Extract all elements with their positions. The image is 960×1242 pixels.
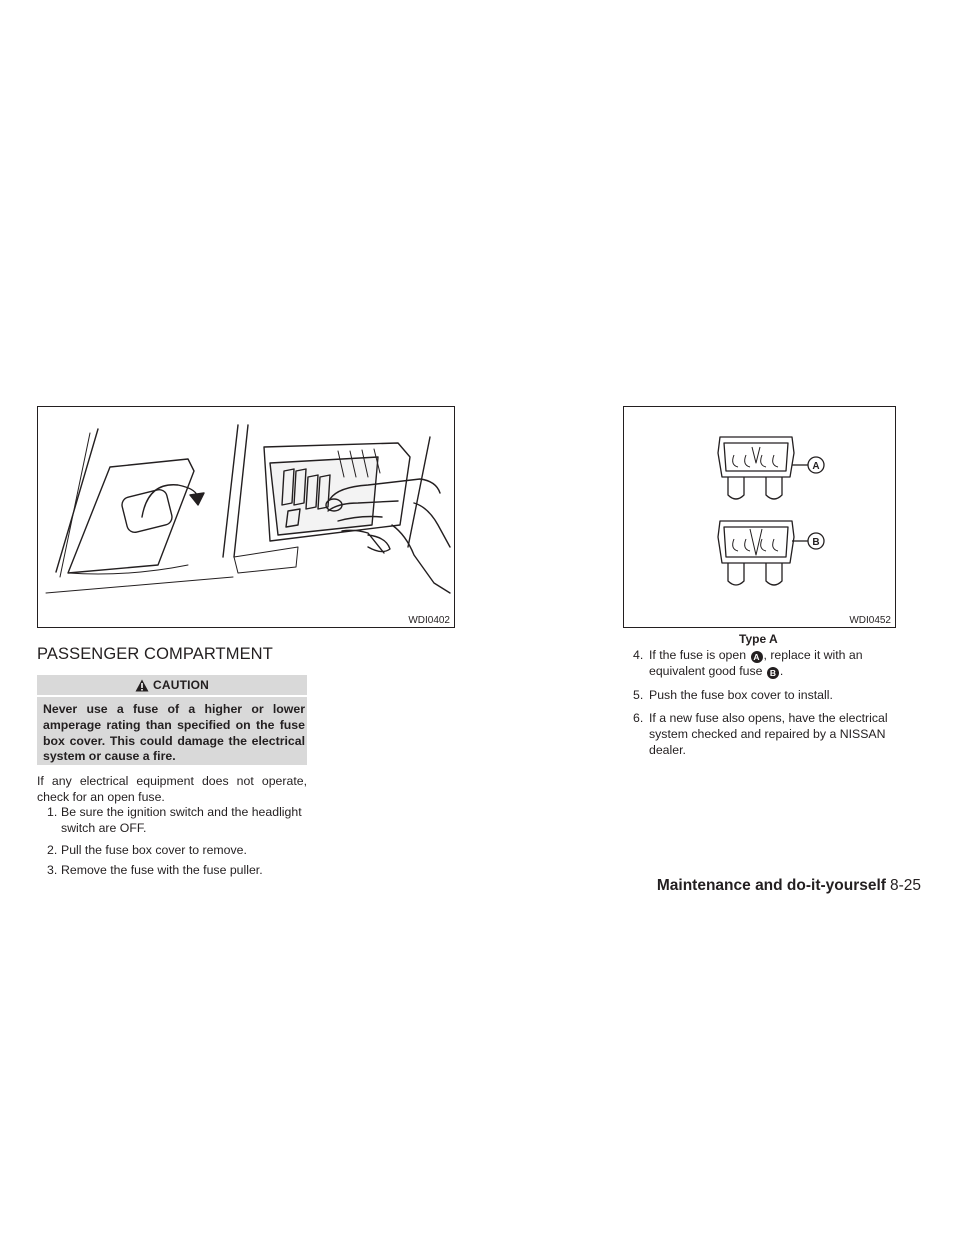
- caution-box: [37, 675, 307, 765]
- step-text: Be sure the ignition switch and the headlight switch are OFF.: [61, 805, 302, 835]
- step-text: .: [779, 663, 784, 678]
- callout-b-label: B: [812, 537, 820, 548]
- step-text: If a new fuse also opens, have the electrical system checked and repaired by a NISSAN dealer.: [649, 711, 888, 757]
- step-text: If the fuse is open: [649, 648, 747, 662]
- figure-id: WDI0402: [408, 615, 450, 626]
- step-number: 4.: [633, 648, 644, 662]
- figure-fuse-types: [623, 406, 896, 628]
- list-item: [633, 648, 895, 680]
- warning-triangle-icon: [135, 679, 149, 692]
- step-number: 5.: [633, 688, 644, 702]
- step-text: Pull the fuse box cover to remove.: [61, 843, 247, 857]
- figure-id: WDI0452: [849, 615, 891, 626]
- step-number: 3.: [47, 863, 58, 877]
- step-text: Push the fuse box cover to install.: [649, 688, 833, 702]
- caution-text: Never use a fuse of a higher or lower amperage rating than specified on the fuse box cover. This could damage the electrical system or cause a fire.: [43, 702, 305, 764]
- fuse-box-cover-illustration: [38, 407, 455, 628]
- callout-b-ref: B: [767, 667, 779, 679]
- step-number: 6.: [633, 711, 644, 725]
- callout-a-ref: A: [751, 651, 763, 663]
- caution-header: [37, 675, 307, 697]
- callout-a-label: A: [812, 461, 820, 472]
- caution-title: CAUTION: [152, 678, 210, 692]
- list-item: [47, 805, 309, 837]
- step-number: 1.: [47, 805, 58, 819]
- page-number: 8-25: [889, 877, 921, 894]
- figure-caption: Type A: [739, 632, 778, 646]
- step-text: , replace it with an equivalent good fuse: [649, 648, 863, 678]
- footer-section: Maintenance and do-it-yourself: [656, 877, 886, 894]
- figure-fuse-box-cover: [37, 406, 455, 628]
- intro-paragraph: If any electrical equipment does not operate, check for an open fuse.: [37, 774, 307, 804]
- step-text: Remove the fuse with the fuse puller.: [61, 863, 263, 877]
- step-number: 2.: [47, 843, 58, 857]
- section-heading: PASSENGER COMPARTMENT: [37, 645, 273, 663]
- blade-fuse-illustration: [624, 407, 896, 628]
- page-footer: [657, 877, 921, 895]
